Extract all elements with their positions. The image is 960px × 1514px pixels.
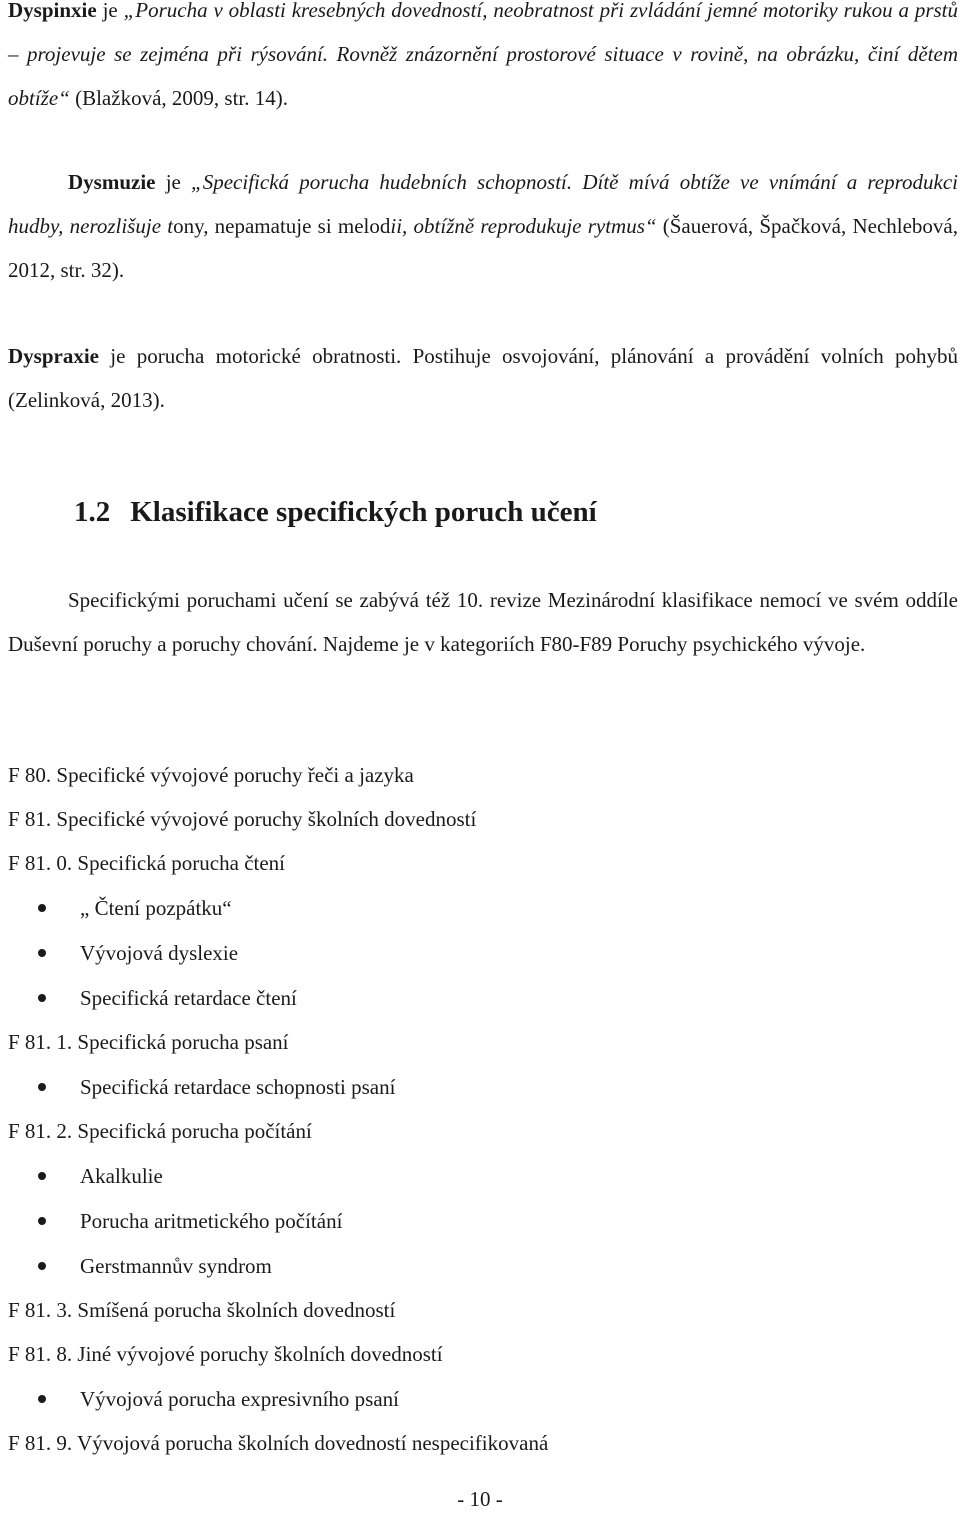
section-intro-paragraph: Specifickými poruchami učení se zabývá též 10. revize Mezinárodní klasifikace nemocí ve svém oddíle Duševní poruchy a poruchy chování. Najdeme je v kategoriích F80-F89 Poruchy psychického vývoje. (8, 588, 958, 656)
page-number: - 10 - (457, 1487, 503, 1511)
class-f818: F 81. 8. Jiné vývojové poruchy školních dovedností (8, 1342, 443, 1366)
citation-dysmuzie: (Šauerová, Špačková, Nechlebová, 2012, str. 32). (8, 214, 958, 282)
class-f811: F 81. 1. Specifická porucha psaní (8, 1030, 289, 1054)
bullet-icon (38, 1262, 46, 1270)
section-heading (74, 496, 597, 529)
term-dyspraxie: Dyspraxie (8, 344, 99, 368)
definition-dysmuzie-mid: ony, nepamatuje si melod (173, 214, 391, 238)
section-title: Klasifikace specifických poruch učení (130, 496, 597, 528)
bullet-icon (38, 1172, 46, 1180)
paragraph-dysmuzie (8, 160, 958, 292)
bullet-icon (38, 904, 46, 912)
bullet-icon (38, 994, 46, 1002)
definition-dysmuzie-part1: „Specifická porucha hudebních schopností. Dítě mívá obtíže ve vnímání a reprodukci hudby, nerozlišuje t (8, 170, 958, 238)
section-number: 1.2 (74, 496, 111, 528)
citation-dyspinxie: (Blažková, 2009, str. 14). (69, 86, 288, 110)
bullet-icon (38, 1083, 46, 1091)
class-f813: F 81. 3. Smíšená porucha školních dovedností (8, 1298, 396, 1322)
bullet-icon (38, 949, 46, 957)
class-f810: F 81. 0. Specifická porucha čtení (8, 851, 285, 875)
bullet-icon (38, 1217, 46, 1225)
connector-text: je (155, 170, 192, 194)
connector-text: je (96, 0, 124, 22)
paragraph-dyspraxie (8, 334, 958, 422)
class-f812: F 81. 2. Specifická porucha počítání (8, 1119, 312, 1143)
document-page: Dyspinxie je „Porucha v oblasti kresebných dovedností, neobratnost při zvládání jemné motoriky rukou a prstů – projevuje se zejména při rýsování. Rovněž znázornění prostorové situace v rovině, na obrázku, činí dětem obtíže“ (Blažková, 2009, str. 14). Dysmuzie je „Specifická porucha hudebních schopností. Dítě mívá obtíže ve vnímání a reprodukci hudby, nerozlišuje tony, nepamatuje si melodii, obtížně reprodukuje rytmus“ (Šauerová, Špačková, Nechlebová, 2012, str. 32). Dyspraxie je porucha motorické obratnosti. Postihuje osvojování, plánování a provádění volních pohybů (Zelinková, 2013). 1.2 Klasifikace specifických poruch učení Specifickými poruchami učení se zabývá též 10. revize Mezinárodní klasifikace nemocí ve svém oddíle Duševní poruchy a poruchy chování. Najdeme je v kategoriích F80-F89 Poruchy psychického vývoje. F 80. Specifické vývojové poruchy řeči a jazyka F 81. Specifické vývojové poruchy školních dovedností F 81. 0. Specifická porucha čtení „ Čtení pozpátku“ Vývojová dyslexie Specifická retardace čtení F 81. 1. Specifická porucha psaní Specifická retardace schopnosti psaní F 81. 2. Specifická porucha počítání Akalkulie Porucha aritmetického počítání Gerstmannův syndrom F 81. 3. Smíšená porucha školních dovedností F 81. 8. Jiné vývojové poruchy školních dovedností Vývojová porucha expresivního psaní F 81. 9. Vývojová porucha školních dovedností nespecifikovaná - 10 - (0, 0, 960, 1509)
class-f81: F 81. Specifické vývojové poruchy školních dovedností (8, 807, 477, 831)
definition-dyspinxie: „Porucha v oblasti kresebných dovedností, neobratnost při zvládání jemné motoriky rukou a prstů – projevuje se zejména při rýsování. Rovněž znázornění prostorové situace v rovině, na obrázku, činí dětem obtíže“ (8, 0, 959, 110)
class-f819: F 81. 9. Vývojová porucha školních dovedností nespecifikovaná (8, 1431, 549, 1455)
term-dysmuzie: Dysmuzie (68, 170, 156, 194)
dyspraxie-text: je porucha motorické obratnosti. Postihuje osvojování, plánování a provádění volních pohybů (Zelinková, 2013). (8, 344, 958, 412)
bullet-icon (38, 1395, 46, 1403)
term-dyspinxie: Dyspinxie (8, 0, 97, 22)
class-f80: F 80. Specifické vývojové poruchy řeči a jazyka (8, 763, 414, 787)
definition-dysmuzie-part2: ii, obtížně reprodukuje rytmus“ (390, 214, 657, 238)
paragraph-dyspinxie (8, 0, 958, 120)
